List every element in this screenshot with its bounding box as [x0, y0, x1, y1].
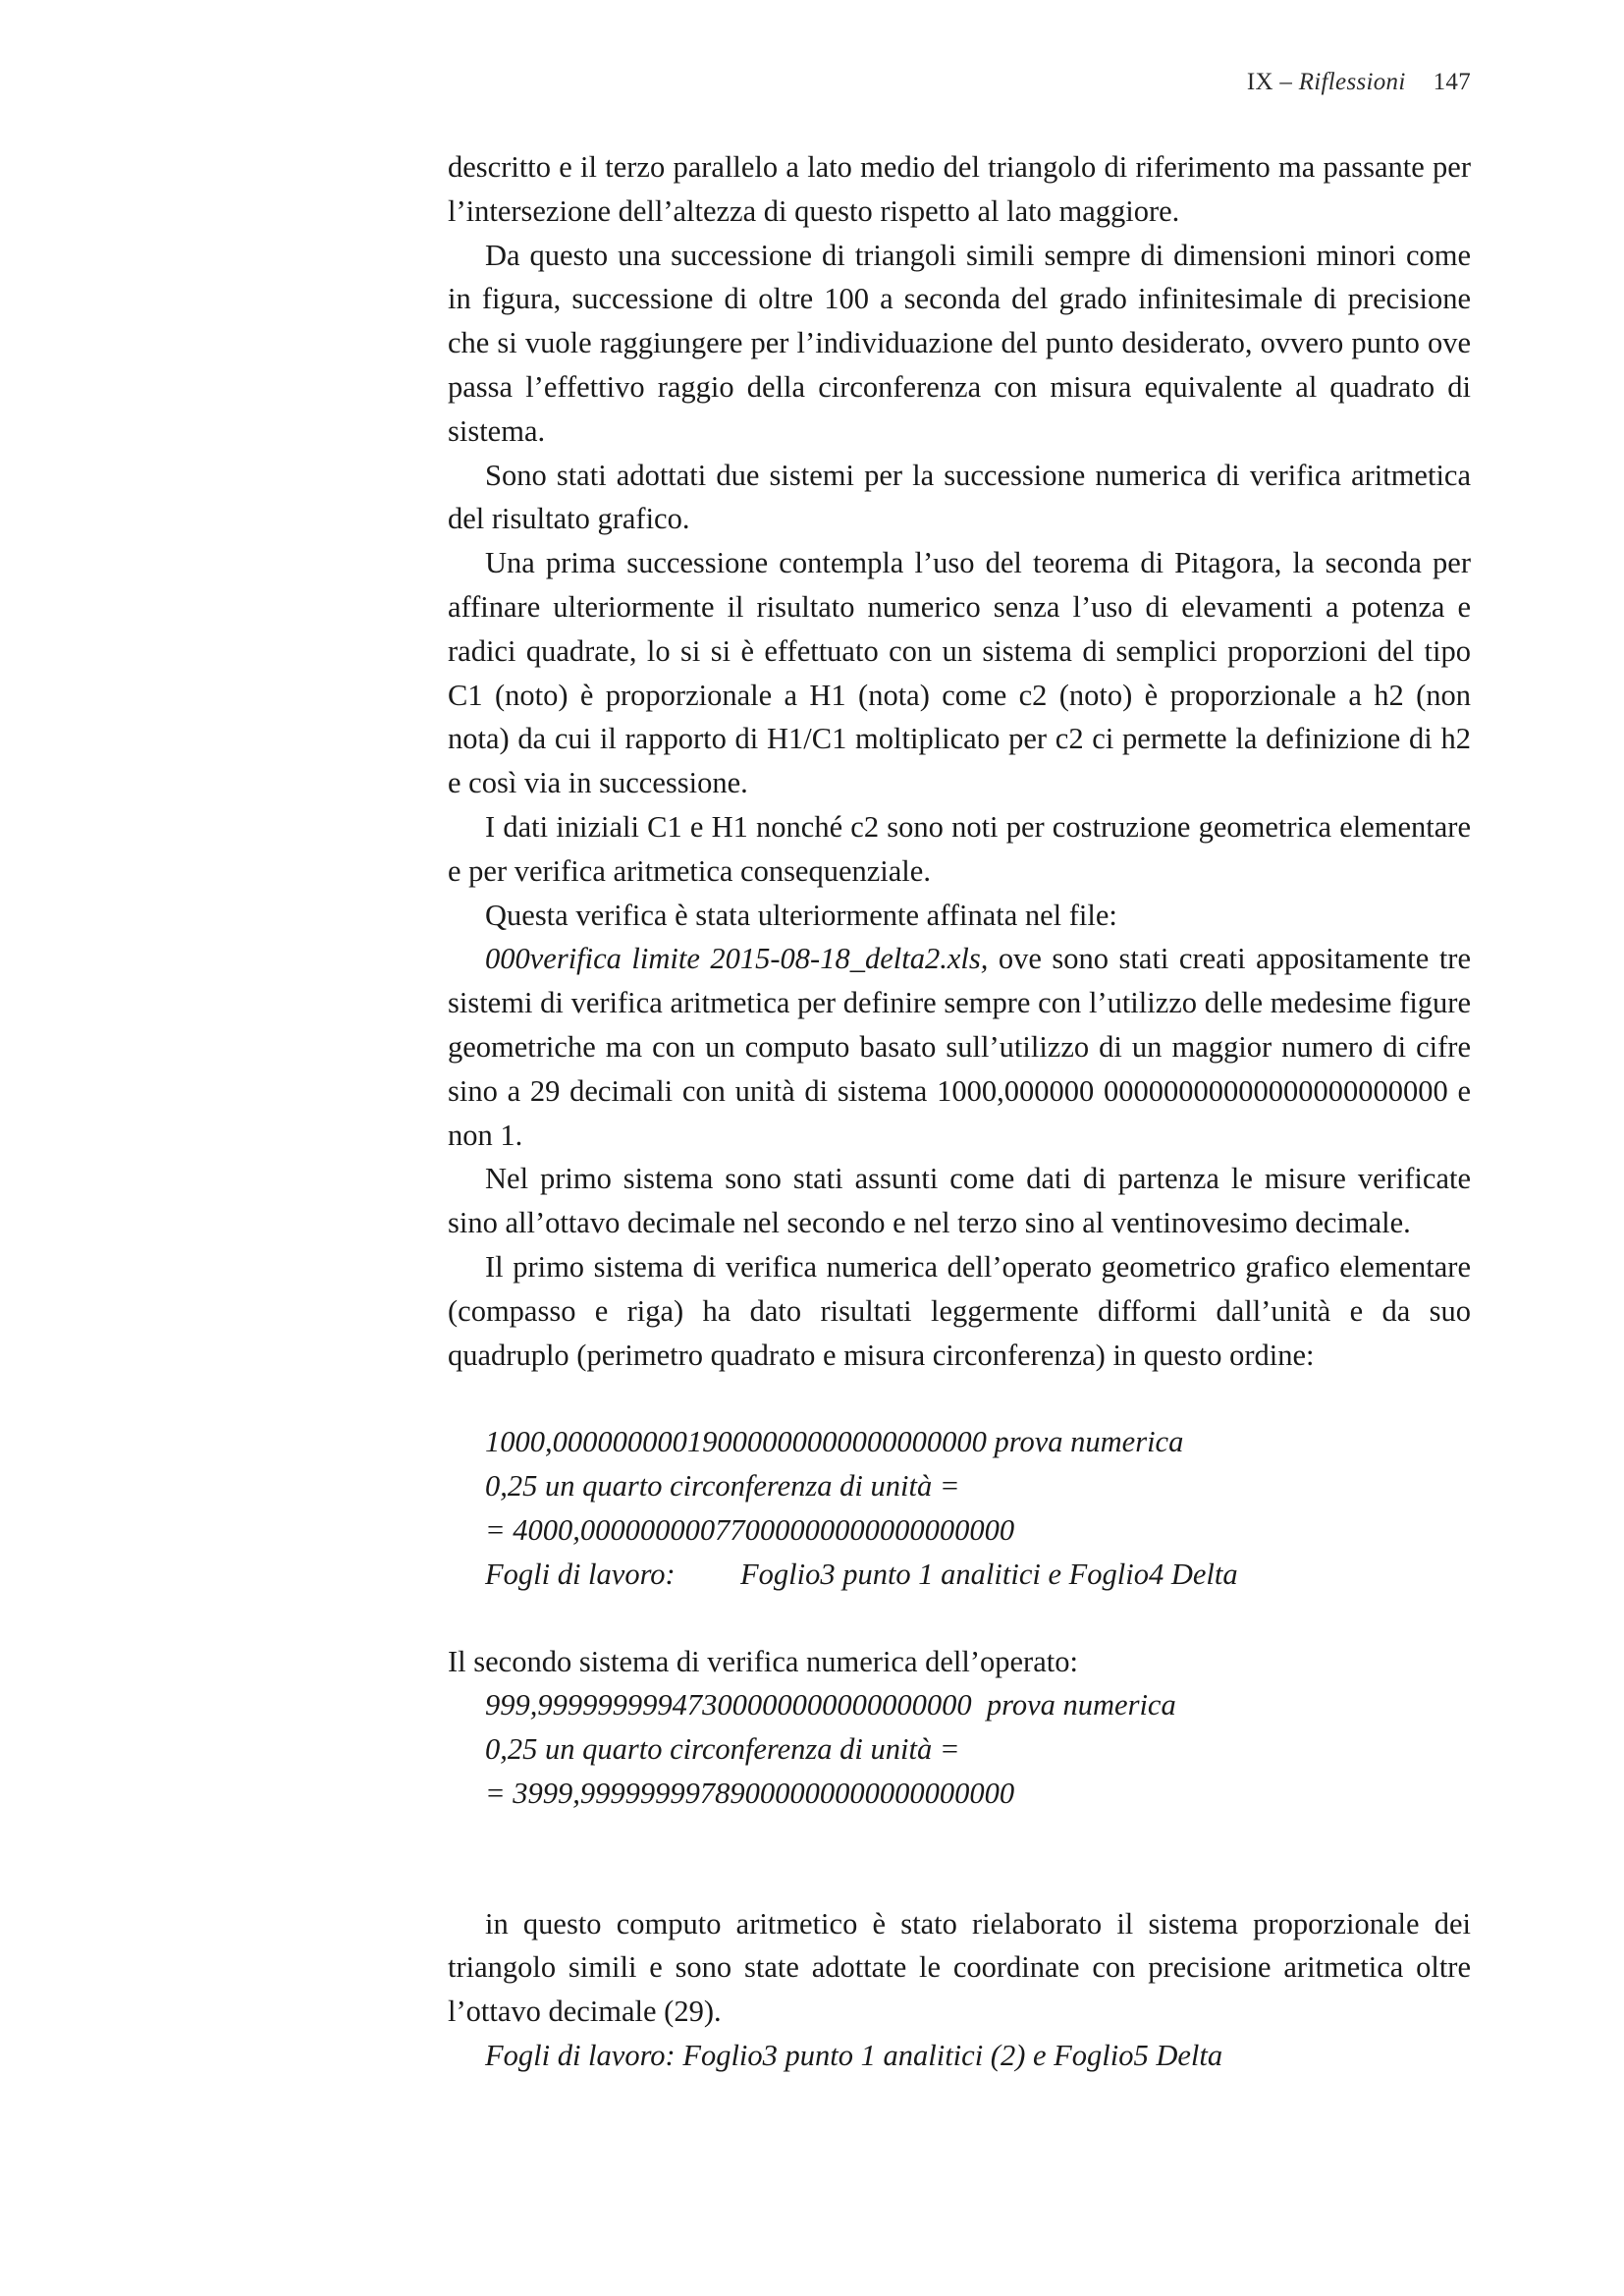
spacer [448, 1377, 1471, 1420]
worksheets-line: Fogli di lavoro: Foglio3 punto 1 analitici (2) e Foglio5 Delta [485, 2039, 1223, 2073]
paragraph: Una prima successione contempla l’uso del teorema di Pitagora, la seconda per affinare ulteriormente il risultato numerico senza l’uso di elevamenti a potenza e radici quadrate, lo si si è effettuato con un sistema di semplici proporzioni del tipo C1 (noto) è proporzionale a H1 (nota) come c2 (noto) è proporzionale a h2 (non nota) da cui il rapporto di H1/C1 moltiplicato per c2 ci permette la definizione di h2 e così via in successione. [448, 546, 1471, 800]
chapter-number: IX – [1246, 69, 1299, 95]
chapter-title: Riflessioni [1298, 69, 1406, 95]
paragraph: Sono stati adottati due sistemi per la successione numerica di verifica aritmetica del risultato grafico. [448, 458, 1471, 536]
spacer [448, 1816, 1471, 1902]
paragraph-file-text: ove sono stati creati appositamente tre sistemi di verifica aritmetica per definire sempre con l’utilizzo delle medesime figure geometriche ma con un computo basato sull’utilizzo di un maggior numero di cifre sino a 29 decimali con unità di sistema 1000,000000 00000000000000000000000 e non 1. [448, 942, 1471, 1152]
paragraph: I dati iniziali C1 e H1 nonché c2 sono noti per costruzione geometrica elementare e per verifica aritmetica consequenziale. [448, 809, 1471, 888]
paragraph: Il primo sistema di verifica numerica dell’operato geometrico grafico elementare (compasso e riga) ha dato risultati leggermente difformi dall’unità e da suo quadruplo (perimetro quadrato e misura circonferenza) in questo ordine: [448, 1249, 1471, 1372]
worksheets-note [448, 2034, 1471, 2078]
body-text [448, 145, 1471, 2078]
paragraph: in questo computo aritmetico è stato rielaborato il sistema proporzionale dei triangolo simili e sono state adottate le coordinate con precisione aritmetica oltre l’ottavo decimale (29). [448, 1906, 1471, 2029]
result-line: 999,99999999947300000000000000000 prova numerica [485, 1688, 1176, 1722]
result-line: = 3999,99999999789000000000000000000 [485, 1776, 1015, 1810]
worksheets-label: Fogli di lavoro: [485, 1557, 676, 1591]
result-line: 0,25 un quarto circonferenza di unità = [485, 1732, 960, 1767]
result-line: 1000,00000000019000000000000000000 prova numerica [485, 1425, 1184, 1459]
spacer [448, 1597, 1471, 1640]
running-head [1247, 69, 1471, 96]
paragraph: Il secondo sistema di verifica numerica dell’operato: [448, 1644, 1078, 1678]
paragraph: Da questo una successione di triangoli simili sempre di dimensioni minori come in figura, successione di oltre 100 a seconda del grado infinitesimale di precisione che si vuole raggiungere per l’individuazione del punto desiderato, ovvero punto ove passa l’effettivo raggio della circonferenza con misura equivalente al quadrato di sistema. [448, 238, 1471, 448]
results-block-first [448, 1420, 1471, 1596]
paragraph: Questa verifica è stata ulteriormente affinata nel file: [485, 898, 1117, 932]
result-line: = 4000,00000000077000000000000000000 [485, 1512, 1015, 1547]
page-number: 147 [1433, 69, 1471, 95]
results-block-second [448, 1683, 1471, 1815]
paragraph-file [448, 937, 1471, 1157]
file-name: 000verifica limite 2015-08-18_delta2.xls, [485, 942, 989, 976]
worksheets-line [485, 1553, 1471, 1597]
paragraph-continued: descritto e il terzo parallelo a lato medio del triangolo di riferimento ma passante per l’intersezione dell’altezza di questo rispetto al lato maggiore. [448, 150, 1471, 228]
worksheets-value: Foglio3 punto 1 analitici e Foglio4 Delta [740, 1557, 1238, 1591]
result-line: 0,25 un quarto circonferenza di unità = [485, 1469, 960, 1503]
paragraph: Nel primo sistema sono stati assunti come dati di partenza le misure verificate sino all’ottavo decimale nel secondo e nel terzo sino al ventinovesimo decimale. [448, 1162, 1471, 1240]
